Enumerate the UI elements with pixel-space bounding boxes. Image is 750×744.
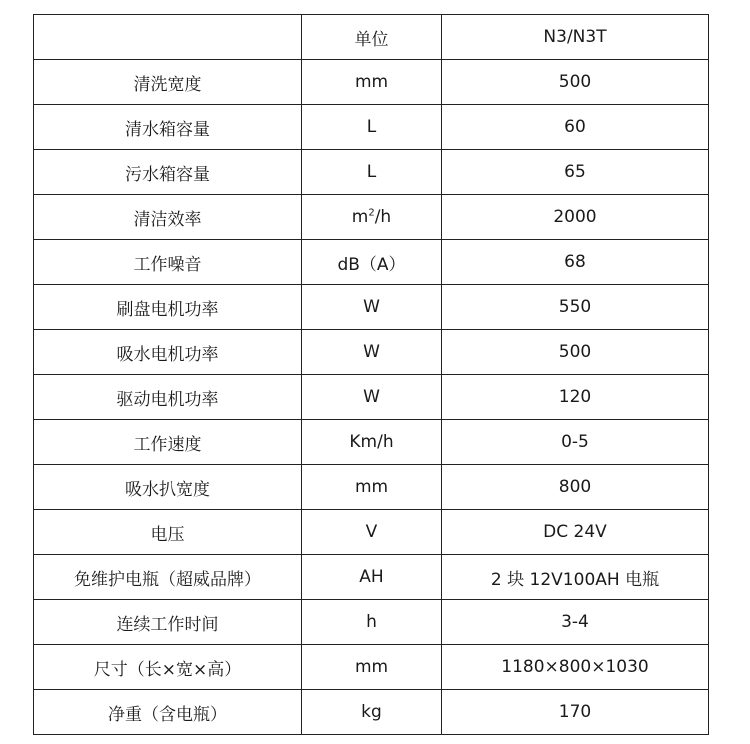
unit-cell: Km/h xyxy=(302,420,442,465)
param-cell: 吸水扒宽度 xyxy=(34,465,302,510)
unit-cell: L xyxy=(302,150,442,195)
table-row xyxy=(34,150,709,195)
param-cell: 净重（含电瓶） xyxy=(34,690,302,735)
header-row xyxy=(34,15,709,60)
param-cell: 驱动电机功率 xyxy=(34,375,302,420)
param-cell: 尺寸（长×宽×高） xyxy=(34,645,302,690)
value-cell: 120 xyxy=(442,375,709,420)
value-cell: 0-5 xyxy=(442,420,709,465)
value-cell: 68 xyxy=(442,240,709,285)
unit-cell: W xyxy=(302,375,442,420)
param-cell: 清水箱容量 xyxy=(34,105,302,150)
param-cell: 清洁效率 xyxy=(34,195,302,240)
value-cell: 65 xyxy=(442,150,709,195)
table-row xyxy=(34,420,709,465)
unit-cell: V xyxy=(302,510,442,555)
value-cell: 500 xyxy=(442,330,709,375)
spec-table xyxy=(33,14,709,735)
param-cell: 连续工作时间 xyxy=(34,600,302,645)
unit-cell: W xyxy=(302,330,442,375)
table-row xyxy=(34,465,709,510)
unit-cell: kg xyxy=(302,690,442,735)
table-row xyxy=(34,510,709,555)
unit-cell: L xyxy=(302,105,442,150)
value-cell: 2 块 12V100AH 电瓶 xyxy=(442,555,709,600)
param-cell: 污水箱容量 xyxy=(34,150,302,195)
header-unit-cell: 单位 xyxy=(302,15,442,60)
value-cell: DC 24V xyxy=(442,510,709,555)
table-row xyxy=(34,240,709,285)
value-cell: 1180×800×1030 xyxy=(442,645,709,690)
param-cell: 工作速度 xyxy=(34,420,302,465)
param-cell: 免维护电瓶（超威品牌） xyxy=(34,555,302,600)
unit-cell: dB（A） xyxy=(302,240,442,285)
unit-cell: h xyxy=(302,600,442,645)
unit-base: m xyxy=(351,207,369,227)
unit-cell: mm xyxy=(302,645,442,690)
param-cell: 工作噪音 xyxy=(34,240,302,285)
unit-cell xyxy=(302,195,442,240)
table-row xyxy=(34,555,709,600)
unit-cell: W xyxy=(302,285,442,330)
param-cell: 电压 xyxy=(34,510,302,555)
value-cell: 60 xyxy=(442,105,709,150)
table-row xyxy=(34,330,709,375)
param-cell: 吸水电机功率 xyxy=(34,330,302,375)
unit-cell: AH xyxy=(302,555,442,600)
value-cell: 3-4 xyxy=(442,600,709,645)
table-row xyxy=(34,60,709,105)
table-row xyxy=(34,645,709,690)
table-row xyxy=(34,690,709,735)
value-cell: 2000 xyxy=(442,195,709,240)
value-cell: 170 xyxy=(442,690,709,735)
unit-cell: mm xyxy=(302,465,442,510)
unit-tail: /h xyxy=(374,207,392,227)
table-row xyxy=(34,105,709,150)
table-row xyxy=(34,195,709,240)
param-cell: 刷盘电机功率 xyxy=(34,285,302,330)
value-cell: 500 xyxy=(442,60,709,105)
table-row xyxy=(34,600,709,645)
header-param-cell xyxy=(34,15,302,60)
param-cell: 清洗宽度 xyxy=(34,60,302,105)
unit-cell: mm xyxy=(302,60,442,105)
table-row xyxy=(34,375,709,420)
unit-superscript: 2 xyxy=(368,207,375,219)
table-row xyxy=(34,285,709,330)
header-model-cell: N3/N3T xyxy=(442,15,709,60)
value-cell: 550 xyxy=(442,285,709,330)
value-cell: 800 xyxy=(442,465,709,510)
